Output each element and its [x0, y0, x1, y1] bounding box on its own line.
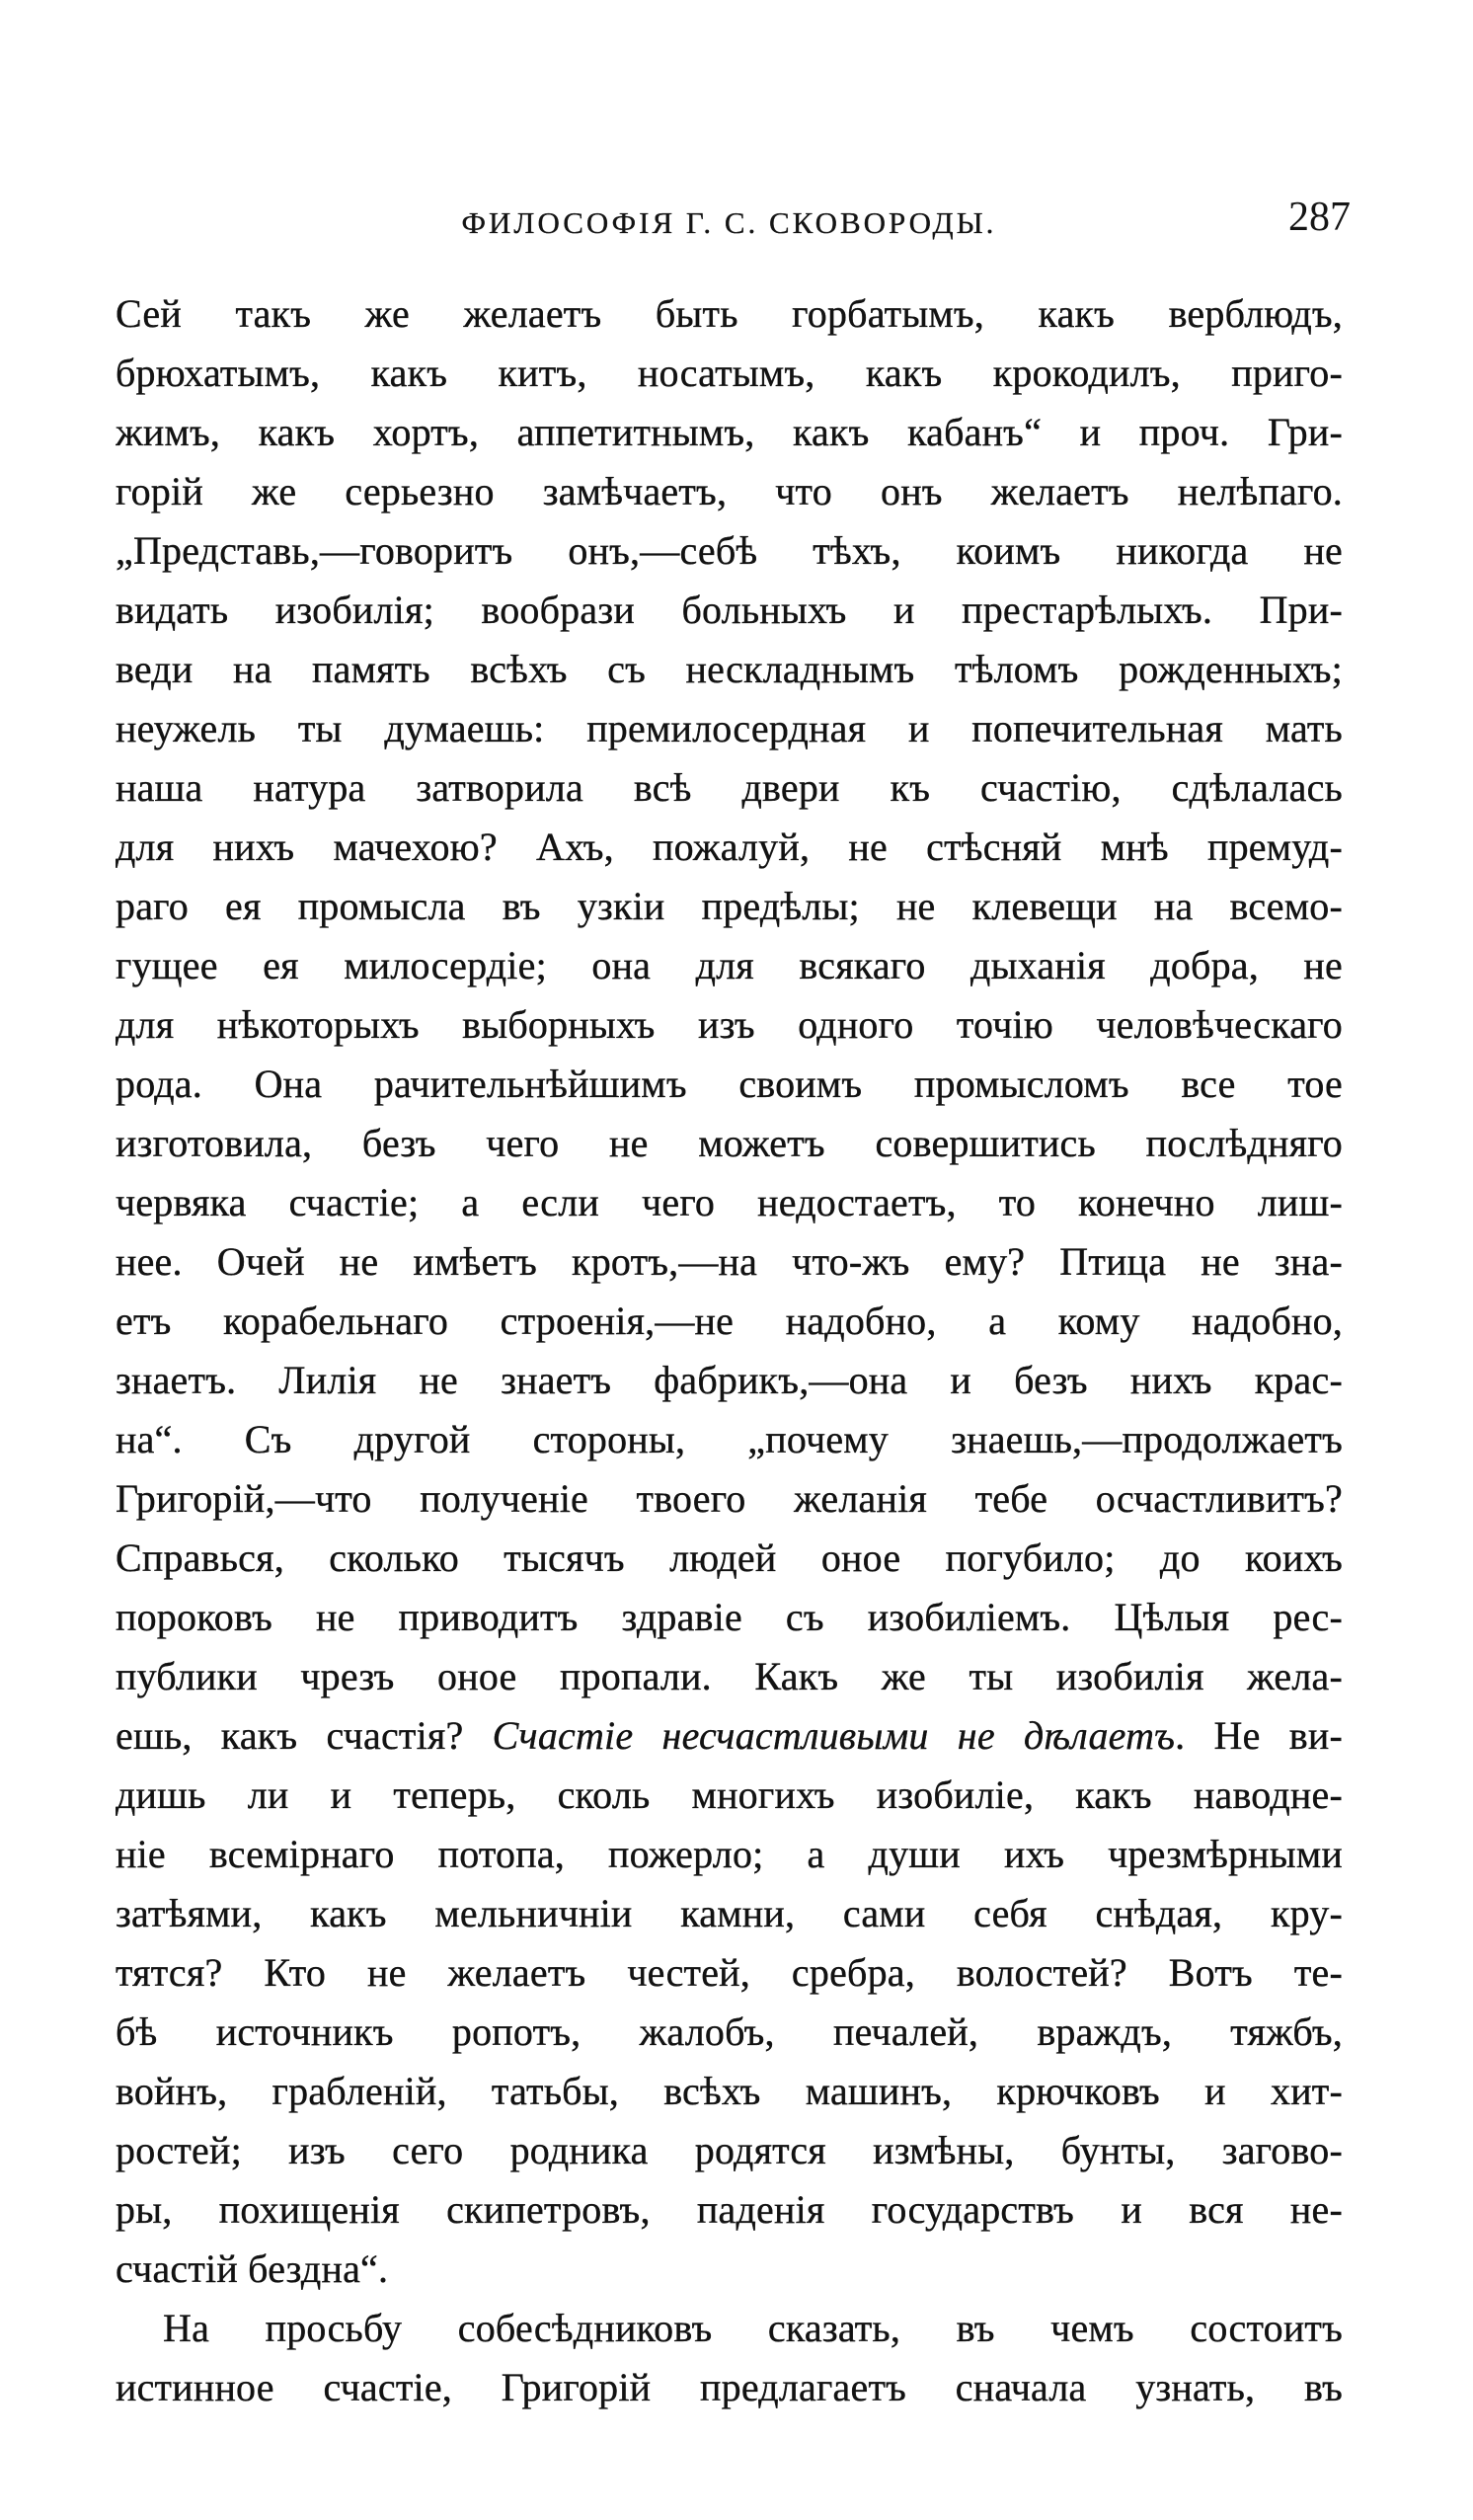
text-line: знаетъ. Лилія не знаетъ фабрикъ,—она и безъ нихъ крас-: [116, 1358, 1343, 1402]
text-line-with-italic: [116, 1706, 1343, 1766]
text-line: дишь ли и теперь, сколь многихъ изобиліе, какъ наводне-: [116, 1772, 1343, 1817]
text-line: для нѣкоторыхъ выборныхъ изъ одного точію человѣческаго: [116, 1002, 1343, 1047]
text-line: видать изобилія; вообрази больныхъ и престарѣлыхъ. При-: [116, 588, 1343, 632]
text-line: Справься, сколько тысячъ людей оное погубило; до коихъ: [116, 1536, 1343, 1580]
text-line: рода. Она рачительнѣйшимъ своимъ промысломъ все тое: [116, 1062, 1343, 1106]
text-line: истинное счастіе, Григорій предлагаетъ сначала узнать, въ: [116, 2365, 1343, 2409]
text-line: етъ корабельнаго строенія,—не надобно, а кому надобно,: [116, 1299, 1343, 1343]
text-line: брюхатымъ, какъ китъ, носатымъ, какъ крокодилъ, приго-: [116, 351, 1343, 395]
text-line: публики чрезъ оное пропали. Какъ же ты изобилія жела-: [116, 1654, 1343, 1698]
text-line: войнъ, грабленій, татьбы, всѣхъ машинъ, крючковъ и хит-: [116, 2069, 1343, 2113]
text-line: тятся? Кто не желаетъ честей, сребра, волостей? Вотъ те-: [116, 1950, 1343, 1995]
text-line: раго ея промысла въ узкіи предѣлы; не клевещи на всемо-: [116, 884, 1343, 928]
paragraph-start-line: На просьбу собесѣдниковъ сказать, въ чемъ состоитъ: [163, 2306, 1343, 2350]
text-line: Григорій,—что полученіе твоего желанія тебе осчастливитъ?: [116, 1476, 1343, 1521]
text-line: Сей такъ же желаетъ быть горбатымъ, какъ верблюдъ,: [116, 291, 1343, 336]
text-line: на“. Съ другой стороны, „почему знаешь,—продолжаетъ: [116, 1417, 1343, 1461]
text-segment: . Не ви-: [1175, 1713, 1343, 1758]
text-line: нее. Очей не имѣетъ кротъ,—на что-жъ ему? Птица не зна-: [116, 1239, 1343, 1284]
text-line: для нихъ мачехою? Ахъ, пожалуй, не стѣсняй мнѣ премуд-: [116, 825, 1343, 869]
text-line: веди на память всѣхъ съ нескладнымъ тѣломъ рожденныхъ;: [116, 647, 1343, 691]
italic-phrase: Счастіе несчастливыми не дѣлаетъ: [492, 1713, 1176, 1758]
text-line: жимъ, какъ хортъ, аппетитнымъ, какъ кабанъ“ и проч. Гри-: [116, 410, 1343, 454]
page-number: 287: [1288, 195, 1351, 240]
text-line: ніе всемірнаго потопа, пожерло; а души ихъ чрезмѣрными: [116, 1832, 1343, 1876]
text-line: затѣями, какъ мельничніи камни, сами себя снѣдая, кру-: [116, 1891, 1343, 1935]
text-line: ры, похищенія скипетровъ, паденія государствъ и вся не-: [116, 2187, 1343, 2232]
text-segment: ешь, какъ счастія?: [116, 1713, 493, 1758]
text-line: пороковъ не приводитъ здравіе съ изобиліемъ. Цѣлыя рес-: [116, 1595, 1343, 1639]
text-line: „Представь,—говоритъ онъ,—себѣ тѣхъ, коимъ никогда не: [116, 528, 1343, 573]
body-text: [116, 284, 1343, 2417]
text-line: изготовила, безъ чего не можетъ совершитись послѣдняго: [116, 1121, 1343, 1165]
text-line: бѣ источникъ ропотъ, жалобъ, печалей, враждъ, тяжбъ,: [116, 2009, 1343, 2054]
running-title: ФИЛОСОФІЯ Г. С. СКОВОРОДЫ.: [461, 205, 997, 240]
text-line: гущее ея милосердіе; она для всякаго дыханія добра, не: [116, 943, 1343, 987]
text-line: ростей; изъ сего родника родятся измѣны, бунты, загово-: [116, 2128, 1343, 2172]
text-line: наша натура затворила всѣ двери къ счастію, сдѣлалась: [116, 765, 1343, 810]
text-line: червяка счастіе; а если чего недостаетъ, то конечно лиш-: [116, 1180, 1343, 1224]
paragraph-end-line: счастій бездна“.: [116, 2246, 389, 2291]
text-line: горій же серьезно замѣчаетъ, что онъ желаетъ нелѣпаго.: [116, 469, 1343, 513]
text-line: неужель ты думаешь: премилосердная и попечительная мать: [116, 706, 1343, 750]
page-header: [116, 195, 1351, 247]
